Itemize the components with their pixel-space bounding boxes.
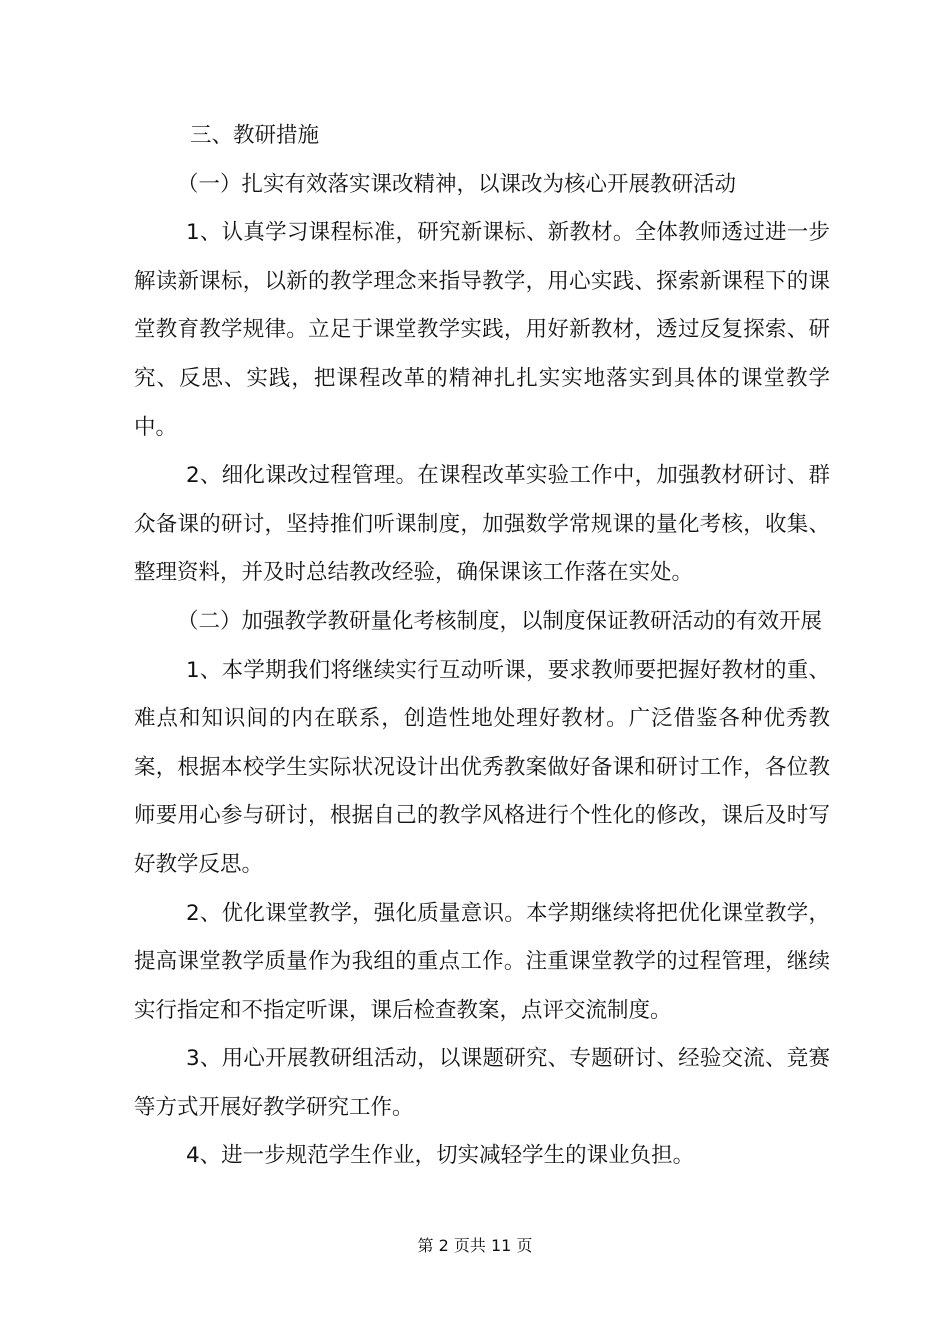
- page-number-footer: 第 2 页共 11 页: [417, 1236, 533, 1255]
- sub-heading-1: （一）扎实有效落实课改精神，以课改为核心开展教研活动: [177, 171, 737, 197]
- paragraph-2-2: 2、优化课堂教学，强化质量意识。本学期继续将把优化课堂教学，提高课堂教学质量作为我组的重点工作。注重课堂教学的过程管理，继续实行指定和不指定听课，课后检查教案，点评交流制度。: [134, 900, 830, 1023]
- section-title: 三、教研措施: [190, 123, 320, 148]
- paragraph-2-4: 4、进一步规范学生作业，切实减轻学生的课业负担。: [186, 1143, 695, 1169]
- paragraph-2-1: 1、本学期我们将继续实行互动听课，要求教师要把握好教材的重、难点和知识间的内在联系，创造性地处理好教材。广泛借鉴各种优秀教案，根据本校学生实际状况设计出优秀教案做好备课和研讨工作，各位教师要用心参与研讨，根据自己的教学风格进行个性化的修改，课后及时写好教学反思。: [134, 657, 830, 877]
- paragraph-1-2: 2、细化课改过程管理。在课程改革实验工作中，加强教材研讨、群众备课的研讨，坚持推们听课制度，加强数学常规课的量化考核，收集、整理资料，并及时总结教改经验，确保课该工作落在实处。: [134, 463, 830, 586]
- paragraph-1-1: 1、认真学习课程标准，研究新课标、新教材。全体教师透过进一步解读新课标，以新的教学理念来指导教学，用心实践、探索新课程下的课堂教育教学规律。立足于课堂教学实践，用好新教材，透过反复探索、研究、反思、实践，把课程改革的精神扎扎实实地落实到具体的课堂教学中。: [134, 220, 830, 440]
- paragraph-2-3: 3、用心开展教研组活动，以课题研究、专题研讨、经验交流、竞赛等方式开展好教学研究工作。: [134, 1046, 830, 1120]
- sub-heading-2: （二）加强教学教研量化考核制度，以制度保证教研活动的有效开展: [177, 608, 823, 634]
- document-body: [134, 112, 830, 1181]
